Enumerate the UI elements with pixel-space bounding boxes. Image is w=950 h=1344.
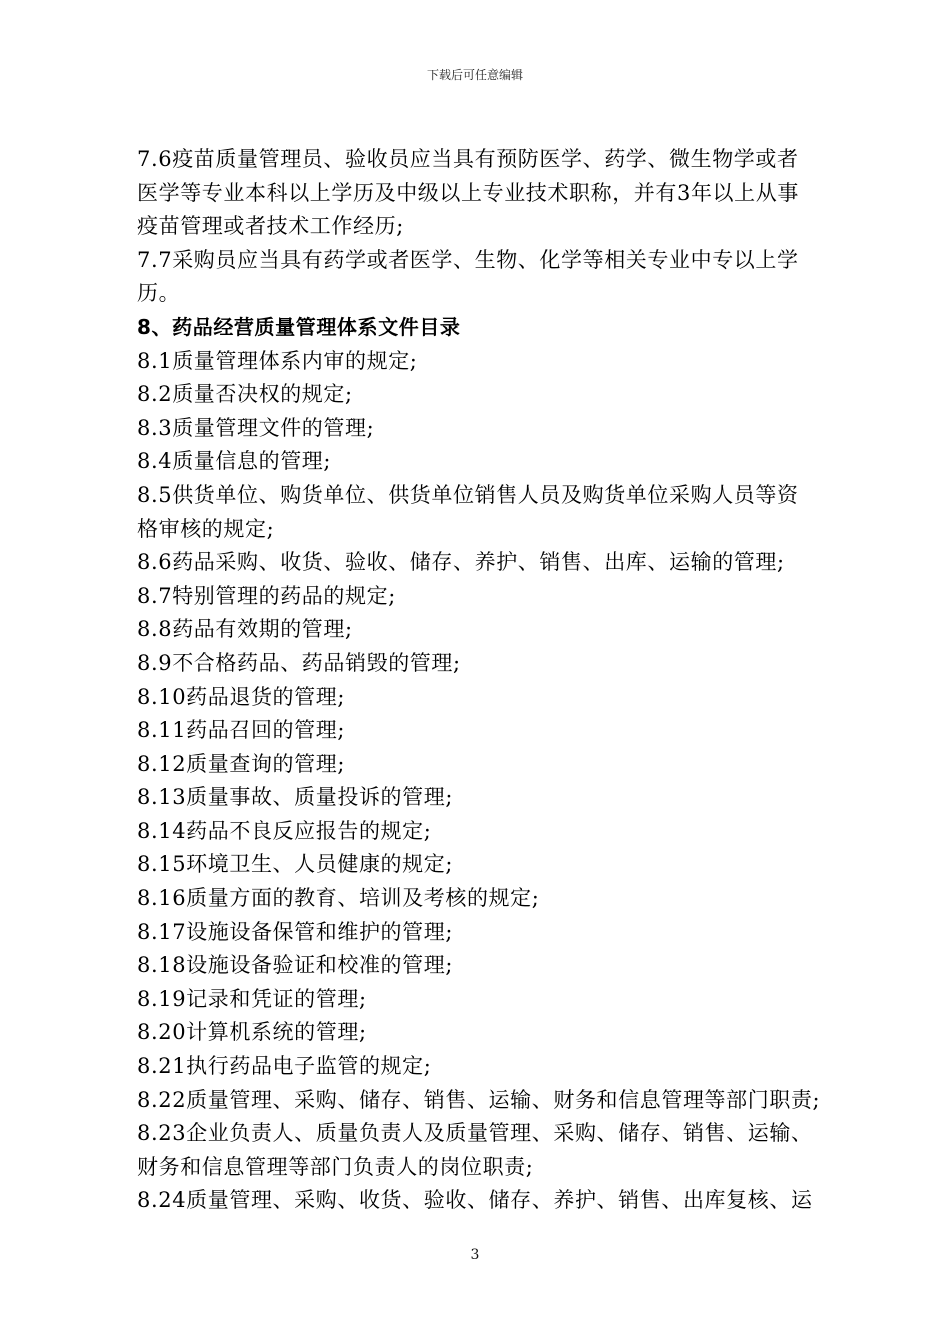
paragraph-line: 7.7采购员应当具有药学或者医学、生物、化学等相关专业中专以上学 xyxy=(137,247,799,272)
list-item: 8.15环境卫生、人员健康的规定; xyxy=(137,852,454,877)
list-item: 8.22质量管理、采购、储存、销售、运输、财务和信息管理等部门职责; xyxy=(137,1087,821,1112)
list-item: 8.10药品退货的管理; xyxy=(137,684,346,709)
list-item: 8.6药品采购、收货、验收、储存、养护、销售、出库、运输的管理; xyxy=(137,550,785,575)
list-item: 8.2质量否决权的规定; xyxy=(137,382,353,407)
list-item: 8.13质量事故、质量投诉的管理; xyxy=(137,785,454,810)
list-item-continuation: 格审核的规定; xyxy=(137,516,275,541)
paragraph-line: 7.6疫苗质量管理员、验收员应当具有预防医学、药学、微生物学或者 xyxy=(137,147,799,171)
list-item: 8.12质量查询的管理; xyxy=(137,751,346,776)
page-header: 下载后可任意编辑 xyxy=(426,68,523,82)
list-item-continuation: 财务和信息管理等部门负责人的岗位职责; xyxy=(137,1154,534,1179)
list-item: 8.21执行药品电子监管的规定; xyxy=(137,1054,432,1079)
list-item: 8.7特别管理的药品的规定; xyxy=(137,583,396,608)
page-number: 3 xyxy=(470,1247,480,1263)
list-item: 8.20计算机系统的管理; xyxy=(137,1020,367,1045)
list-item: 8.9不合格药品、药品销毁的管理; xyxy=(137,650,461,675)
list-item: 8.24质量管理、采购、收货、验收、储存、养护、销售、出库复核、运 xyxy=(137,1188,813,1213)
document-body xyxy=(137,143,837,1218)
paragraph-line: 医学等专业本科以上学历及中级以上专业技术职称，并有3年以上从事 xyxy=(137,180,799,205)
list-item: 8.4质量信息的管理; xyxy=(137,449,332,474)
paragraph-line: 历。 xyxy=(137,281,181,306)
section-heading: 8、药品经营质量管理体系文件目录 xyxy=(137,314,461,339)
list-item: 8.23企业负责人、质量负责人及质量管理、采购、储存、销售、运输、 xyxy=(137,1121,813,1146)
list-item: 8.1质量管理体系内审的规定; xyxy=(137,348,418,373)
list-item: 8.5供货单位、购货单位、供货单位销售人员及购货单位采购人员等资 xyxy=(137,482,799,507)
list-item: 8.17设施设备保管和维护的管理; xyxy=(137,919,454,944)
list-item: 8.14药品不良反应报告的规定; xyxy=(137,818,432,843)
list-item: 8.3质量管理文件的管理; xyxy=(137,415,375,440)
paragraph-line: 疫苗管理或者技术工作经历; xyxy=(137,214,404,239)
list-item: 8.16质量方面的教育、培训及考核的规定; xyxy=(137,886,540,911)
list-item: 8.18设施设备验证和校准的管理; xyxy=(137,953,454,978)
list-item: 8.11药品召回的管理; xyxy=(137,718,346,743)
list-item: 8.8药品有效期的管理; xyxy=(137,617,353,642)
list-item: 8.19记录和凭证的管理; xyxy=(137,986,367,1011)
